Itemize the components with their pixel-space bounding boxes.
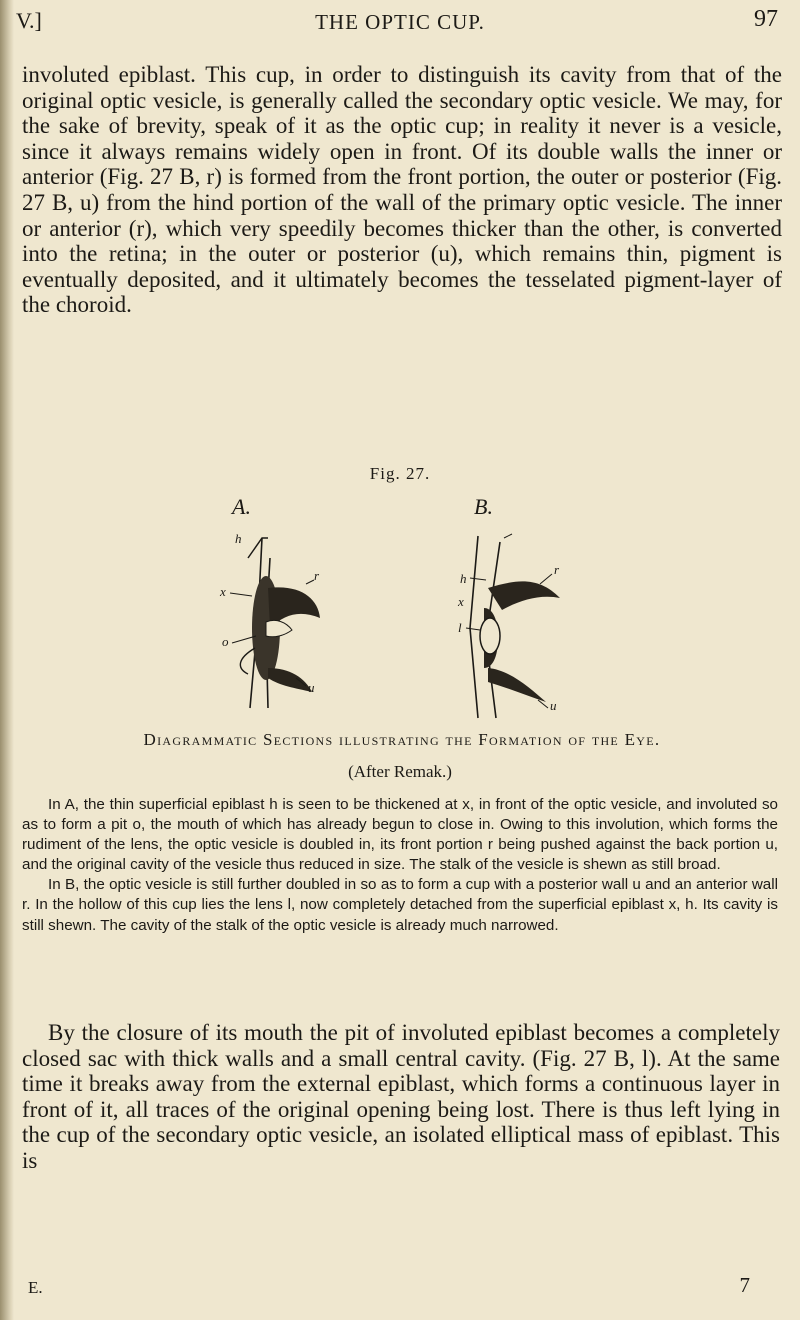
- panel-a-drawing: [219, 531, 320, 708]
- label-a-r: r: [314, 568, 320, 583]
- label-a-x: x: [220, 584, 226, 599]
- figure-attribution: (After Remak.): [348, 762, 452, 781]
- figure-description-a: In A, the thin superficial epiblast h is seen to be thickened at x, in front of the optic vesicle, and involuted so as to form a pit o, the mouth of which has already begun to close in. Owing to this involution, which forms the rudiment of the lens, the optic vesicle is doubled in, its front portion r being pushed against the back portion u, and the original cavity of the vesicle thus reduced in size. The stalk of the vesicle is shewn as still broad.: [22, 796, 778, 874]
- sheet-number: 7: [739, 1273, 750, 1297]
- label-a-u: u: [308, 680, 315, 695]
- body-paragraph-2: [22, 1020, 780, 1174]
- label-b-h: h: [460, 571, 467, 586]
- figure-panel-a-label: A.: [232, 494, 251, 519]
- figure-panel-b-label: B.: [474, 494, 493, 519]
- paragraph-text: By the closure of its mouth the pit of involuted epiblast becomes a completely closed sac with thick walls and a small central cavity. (Fig. 27 B, l). At the same time it breaks away from the external epiblast, which forms a continuous layer in front of it, all traces of the original opening being lost. There is thus left lying in the cup of the secondary optic vesicle, an isolated elliptical mass of epiblast. This is: [22, 1020, 780, 1173]
- figure-27-illustration: [0, 518, 800, 728]
- figure-description-b: In B, the optic vesicle is still further doubled in so as to form a cup with a posterior wall u and an anterior wall r. In the hollow of this cup lies the lens l, now completely detached from the superficial epiblast x, h. Its cavity is still shewn. The cavity of the stalk of the optic vesicle is already much narrowed.: [22, 876, 778, 934]
- label-b-x: x: [458, 594, 464, 609]
- label-a-h: h: [235, 531, 242, 546]
- label-b-u: u: [550, 698, 557, 713]
- page-number: 97: [754, 6, 778, 32]
- chapter-marker: V.]: [16, 8, 42, 33]
- figure-heading: Diagrammatic Sections illustrating the Formation of the Eye.: [143, 730, 661, 749]
- signature-mark: E.: [28, 1278, 43, 1297]
- figure-description: [22, 795, 778, 936]
- label-a-o: o: [222, 634, 229, 649]
- running-title: THE OPTIC CUP.: [315, 10, 485, 34]
- panel-b-drawing: [457, 534, 560, 718]
- label-b-r: r: [554, 562, 560, 577]
- body-paragraph-1: [22, 62, 782, 318]
- paragraph-text: involuted epiblast. This cup, in order to distinguish its cavity from that of the original optic vesicle, is generally called the secondary optic vesicle. We may, for the sake of brevity, speak of it as the optic cup; in reality it never is a vesicle, since it always remains widely open in front. Of its double walls the inner or anterior (Fig. 27 B, r) is formed from the front portion, the outer or posterior (Fig. 27 B, u) from the hind portion of the wall of the primary optic vesicle. The inner or anterior (r), which very speedily becomes thicker than the other, is converted into the retina; in the outer or posterior (u), which remains thin, pigment is eventually deposited, and it ultimately becomes the tesselated pigment-layer of the choroid.: [22, 62, 782, 318]
- running-header: [0, 6, 800, 46]
- figure-number: Fig. 27.: [369, 464, 431, 483]
- label-b-l: l: [458, 620, 462, 635]
- eye-formation-diagram: [0, 518, 800, 728]
